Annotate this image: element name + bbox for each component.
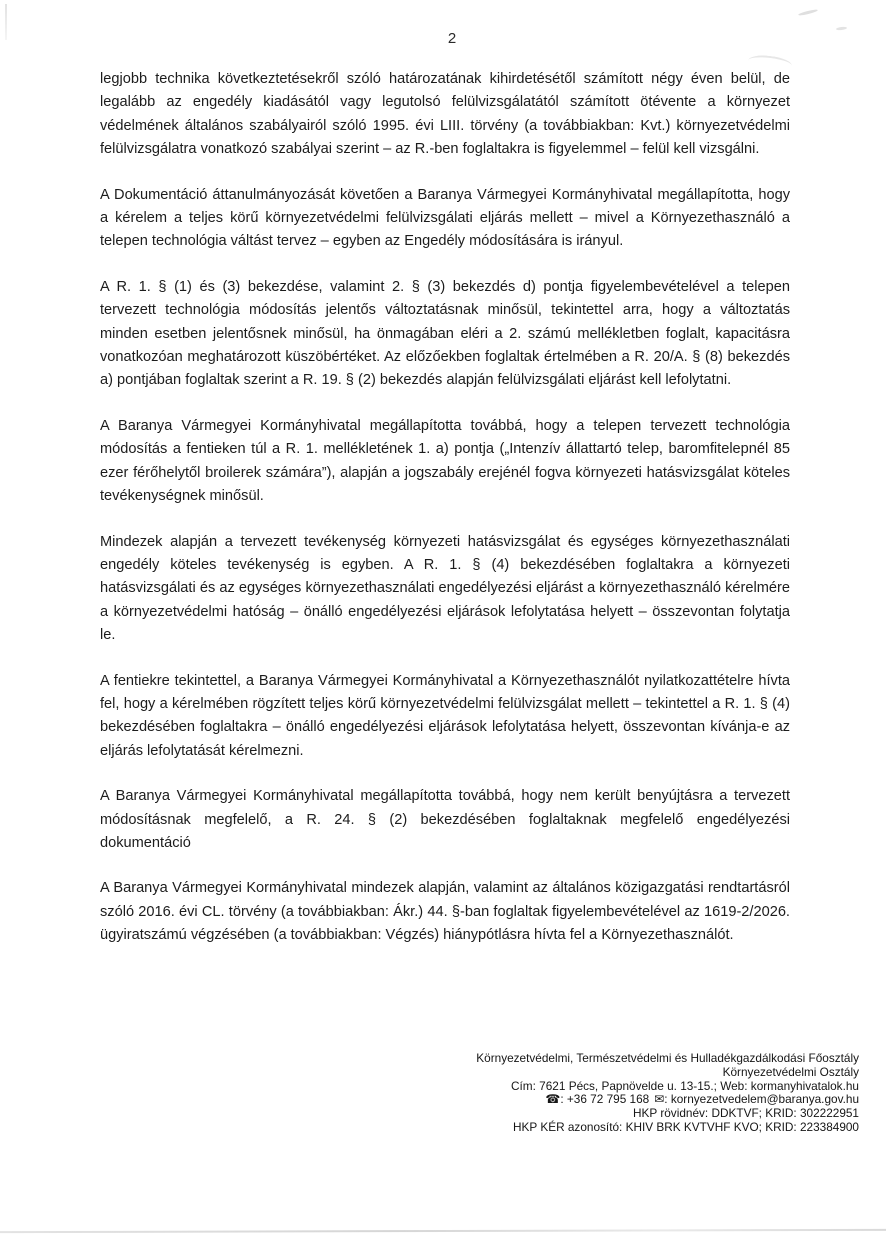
envelope-icon: ✉ — [654, 1092, 665, 1107]
footer-contact-line — [100, 1093, 859, 1107]
footer-division: Környezetvédelmi Osztály — [722, 1064, 859, 1079]
footer-address-web: Cím: 7621 Pécs, Papnövelde u. 13-15.; Web: kormanyhivatalok.hu — [511, 1078, 859, 1093]
footer-hkp-id: HKP rövidnév: DDKTVF; KRID: 302222951 — [633, 1106, 859, 1121]
scan-artifact-line — [5, 4, 7, 40]
footer-department: Környezetvédelmi, Természetvédelmi és Hulladékgazdálkodási Főosztály — [476, 1051, 859, 1065]
paragraph-3: A R. 1. § (1) és (3) bekezdése, valamint 2. § (3) bekezdés d) pontja figyelembevételével a telepen tervezett technológia módosítás jelentős változtatásnak minősül, tekintettel arra, hogy a változtatás minden esetben jelentősnek minősül, ha önmagában eléri a 2. számú mellékletben foglalt, kapacitásra vonatkozóan meghatározott küszöbértéket. Az előzőekben foglaltak értelmében a R. 20/A. § (8) bekezdés a) pontjában foglaltak szerint a R. 19. § (2) bekezdés alapján felülvizsgálati eljárást kell lefolytatni. — [100, 278, 790, 389]
paragraph-1: legjobb technika következtetésekről szóló határozatának kihirdetésétől számított négy éven belül, de legalább az engedély kiadásától vagy legutolsó felülvizsgálatától számított ötévente a környezet védelmének általános szabályairól szóló 1995. évi LIII. törvény (a továbbiakban: Kvt.) környezetvédelmi felülvizsgálatra vonatkozó szabályai szerint – az R.-ben foglaltakra is figyelemmel – felül kell vizsgálni. — [100, 71, 790, 158]
scan-artifact-smudge — [836, 26, 847, 30]
scan-artifact-smudge — [798, 9, 818, 17]
paragraph-7: A Baranya Vármegyei Kormányhivatal megállapította továbbá, hogy nem került benyújtásra a tervezett módosításnak megfelelő, a R. 24. § (2) bekezdésében foglaltaknak megfelelő engedélyezési dokumentáció — [100, 788, 790, 851]
paragraph-2: A Dokumentáció áttanulmányozását követően a Baranya Vármegyei Kormányhivatal megállapította, hogy a kérelem a teljes körű környezetvédelmi felülvizsgálati eljárás mellett – mivel a Környezethasználó a telepen technológia váltást tervez – egyben az Engedély módosítására is irányul. — [100, 186, 790, 250]
paragraph-8: A Baranya Vármegyei Kormányhivatal mindezek alapján, valamint az általános közigazgatási rendtartásról szóló 2016. évi CL. törvény (a továbbiakban: Ákr.) 44. §-ban foglaltak figyelembevételével az 1619-2/2026. ügyiratszámú végzésében (a továbbiakban: Végzés) hiánypótlásra hívta fel a Környezethasználót. — [100, 880, 790, 944]
letterhead-footer — [100, 1052, 859, 1135]
footer-hkp-ker-id: HKP KÉR azonosító: KHIV BRK KVTVHF KVO; KRID: 223384900 — [513, 1119, 859, 1134]
paragraph-5: Mindezek alapján a tervezett tevékenység környezeti hatásvizsgálat és egységes környezethasználati engedély köteles tevékenység is egyben. A R. 1. § (4) bekezdésében foglaltakra a környezeti hatásvizsgálati és az egységes környezethasználati engedélyezési eljárást a környezethasználó kérelmére a környezetvédelmi hatóság – önálló engedélyezési eljárások lefolytatása helyett – összevontan folytatja le. — [100, 533, 790, 644]
scan-artifact-line — [0, 1229, 886, 1233]
paragraph-4: A Baranya Vármegyei Kormányhivatal megállapította továbbá, hogy a telepen tervezett technológia módosítás a fentieken túl a R. 1. mellékletének 1. a) pontja („Intenzív állattartó telep, baromfitelepnél 85 ezer férőhelytől broilerek számára”), alapján a jogszabály erejénél fogva környezeti hatásvizsgálat köteles tevékenységnek minősül. — [100, 417, 790, 505]
page-number: 2 — [447, 30, 457, 47]
paragraph-6: A fentiekre tekintettel, a Baranya Vármegyei Kormányhivatal a Környezethasználót nyilatkozattételre hívta fel, hogy a kérelmében rögzített teljes körű környezetvédelmi felülvizsgálat mellett – tekintettel a R. 1. § (4) bekezdésében foglaltakra – önálló engedélyezési eljárások lefolytatása helyett, összevontan kívánja-e az eljárás lefolytatását kérelmezni. — [100, 672, 790, 759]
document-body — [100, 68, 790, 948]
footer-email-address: : kornyezetvedelem@baranya.gov.hu — [664, 1092, 859, 1107]
footer-phone-number: : +36 72 795 168 — [560, 1092, 650, 1107]
phone-icon: ☎ — [545, 1092, 561, 1107]
